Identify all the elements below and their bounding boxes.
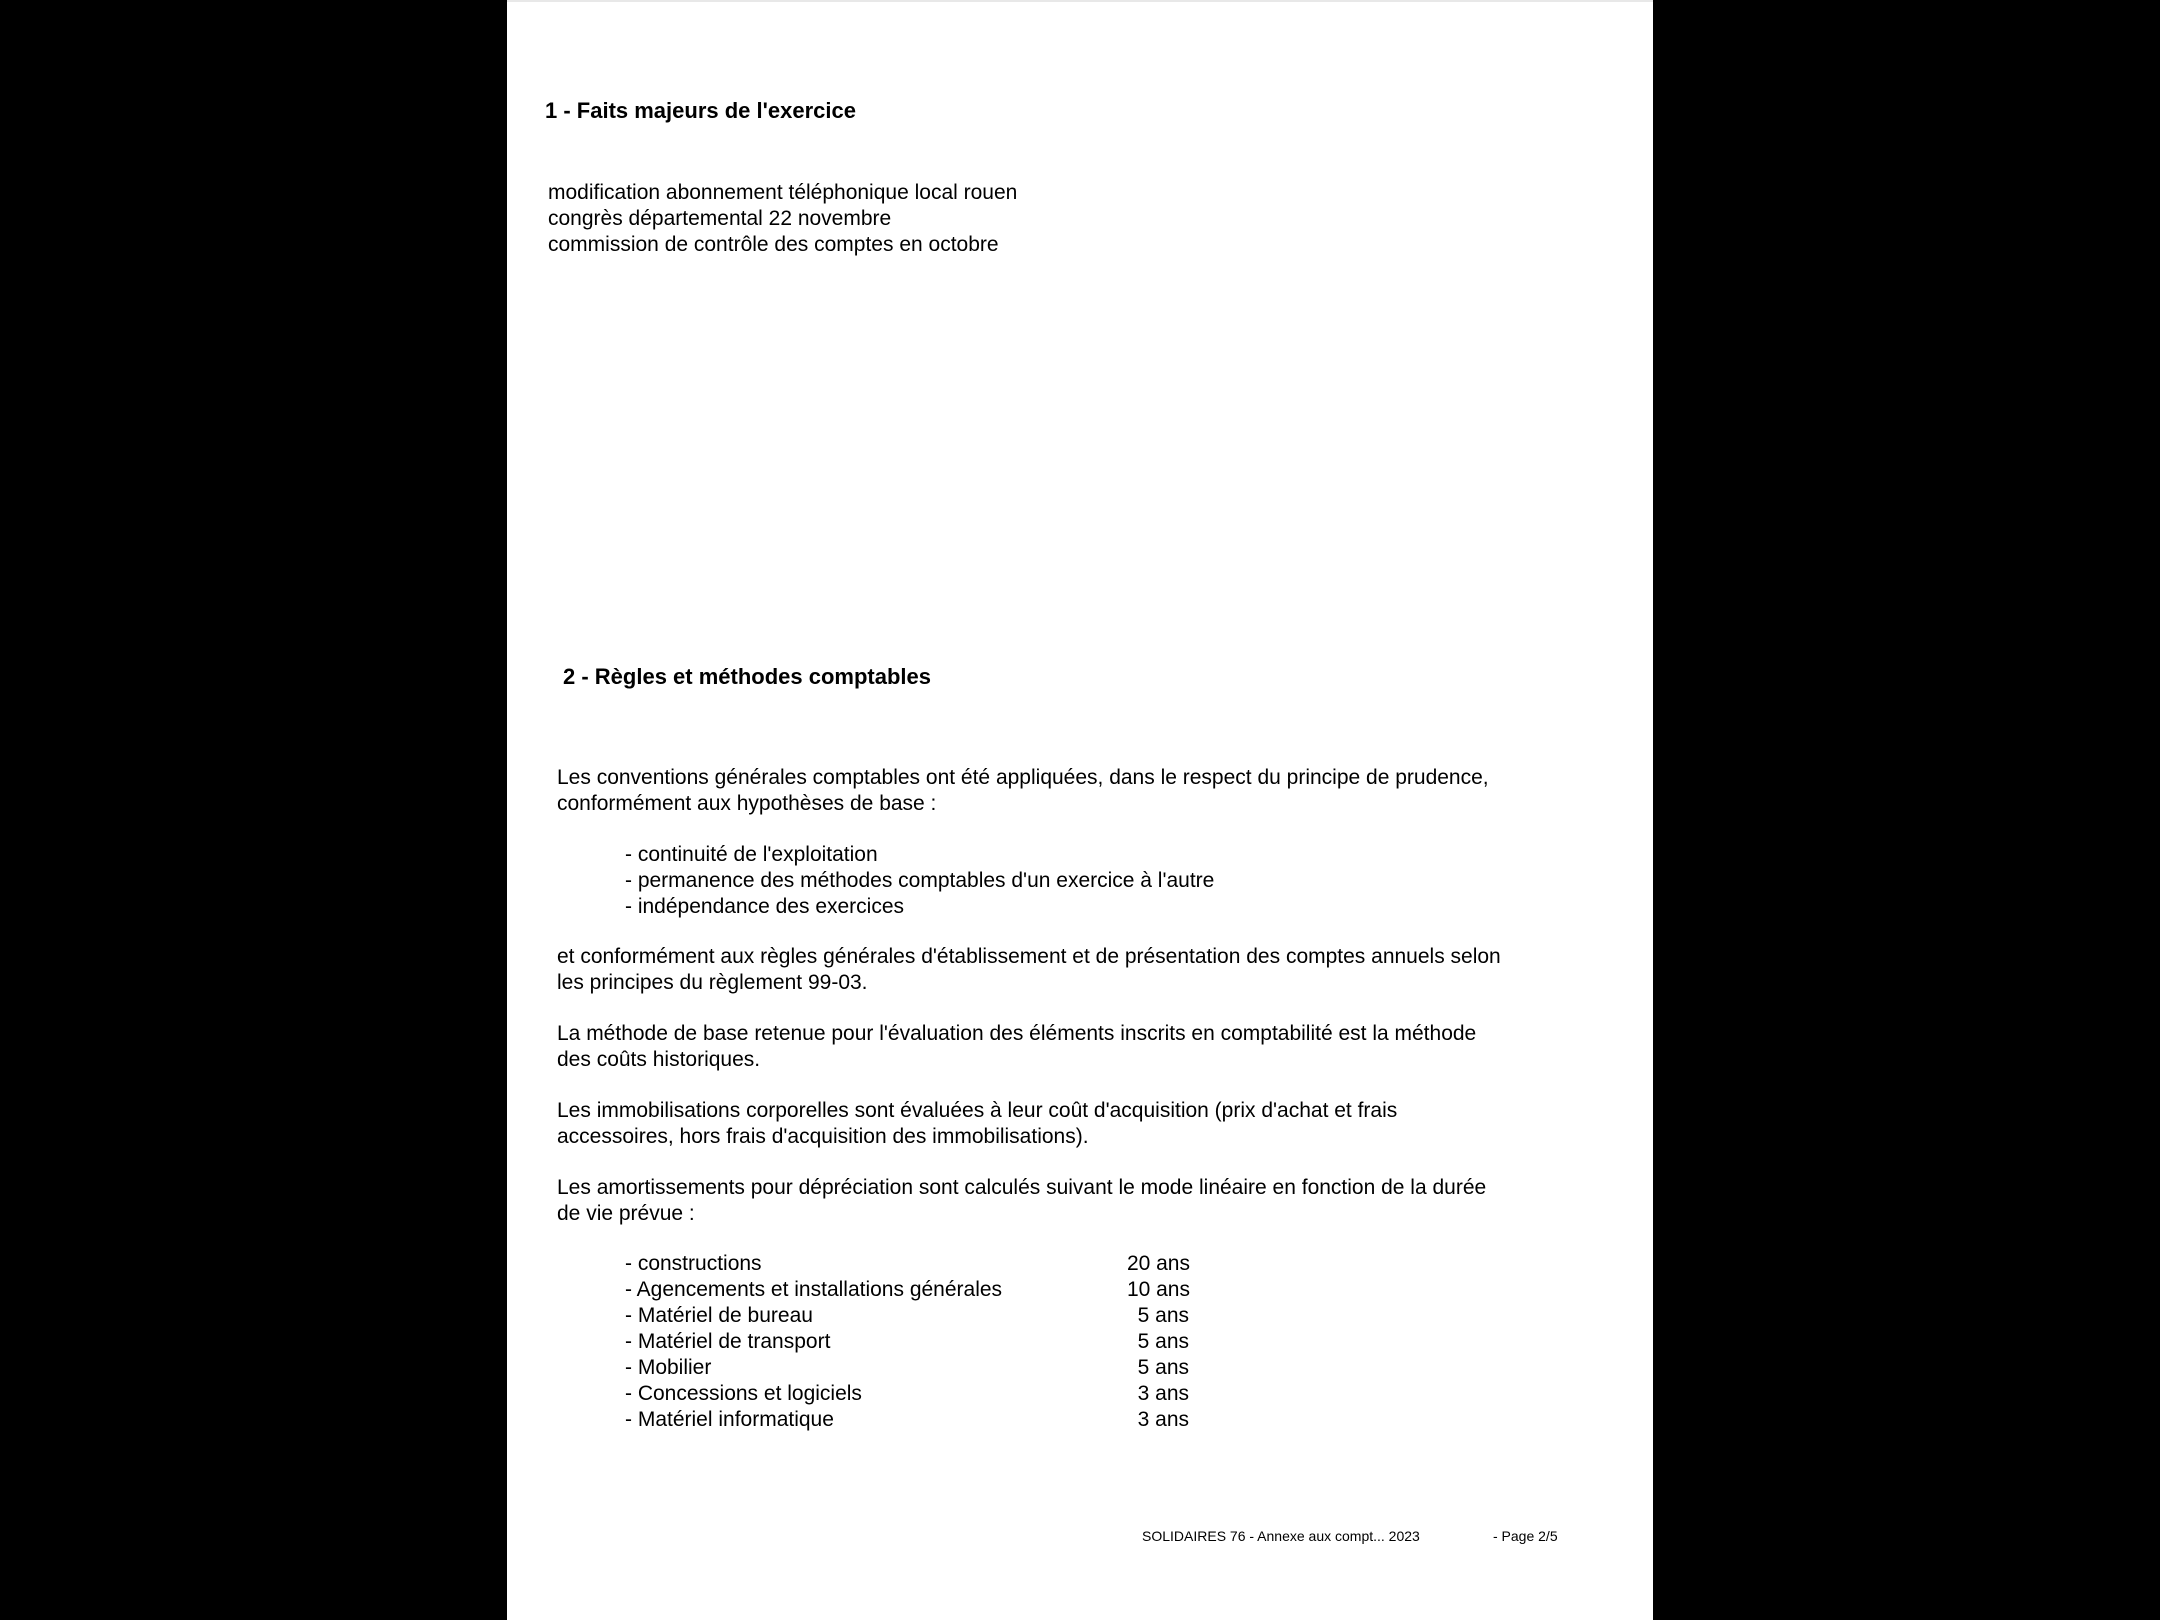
duration-value: 20 ans bbox=[1126, 1252, 1190, 1275]
paragraph-line: les principes du règlement 99-03. bbox=[557, 971, 868, 994]
list-item: - continuité de l'exploitation bbox=[625, 843, 878, 866]
table-row bbox=[625, 1303, 1189, 1329]
paragraph-line: Les immobilisations corporelles sont évaluées à leur coût d'acquisition (prix d'achat et frais bbox=[557, 1099, 1398, 1122]
duration-value: 3 ans bbox=[1137, 1408, 1189, 1431]
fact-line: modification abonnement téléphonique local rouen bbox=[548, 181, 1018, 204]
table-row bbox=[625, 1277, 1190, 1303]
depreciation-paragraph bbox=[557, 1175, 1486, 1227]
list-item: - indépendance des exercices bbox=[625, 895, 905, 918]
fact-line: congrès départemental 22 novembre bbox=[548, 207, 892, 230]
section-2-title: 2 - Règles et méthodes comptables bbox=[563, 664, 931, 689]
asset-label: - Matériel informatique bbox=[625, 1408, 834, 1431]
paragraph-line: accessoires, hors frais d'acquisition des immobilisations). bbox=[557, 1125, 1089, 1148]
page-number: - Page 2/5 bbox=[1493, 1528, 1558, 1544]
duration-value: 5 ans bbox=[1137, 1356, 1189, 1379]
document-page bbox=[507, 0, 1653, 1620]
footer-text: SOLIDAIRES 76 - Annexe aux compt... 2023 bbox=[1142, 1528, 1420, 1544]
paragraph-line: et conformément aux règles générales d'établissement et de présentation des comptes annuels selon bbox=[557, 945, 1501, 968]
fixed-assets-paragraph bbox=[557, 1098, 1397, 1150]
table-row bbox=[625, 1407, 1189, 1433]
depreciation-durations-table bbox=[625, 1251, 1190, 1441]
asset-label: - Concessions et logiciels bbox=[625, 1382, 862, 1405]
paragraph-line: conformément aux hypothèses de base : bbox=[557, 792, 937, 815]
section-1-facts bbox=[548, 180, 1017, 258]
paragraph-line: des coûts historiques. bbox=[557, 1048, 761, 1071]
duration-value: 3 ans bbox=[1137, 1382, 1189, 1405]
list-item: - permanence des méthodes comptables d'un exercice à l'autre bbox=[625, 869, 1215, 892]
rules-paragraph bbox=[557, 944, 1501, 996]
asset-label: - Mobilier bbox=[625, 1356, 712, 1379]
hypotheses-list bbox=[625, 842, 1214, 920]
intro-paragraph bbox=[557, 765, 1489, 817]
duration-value: 5 ans bbox=[1137, 1330, 1189, 1353]
asset-label: - Matériel de transport bbox=[625, 1330, 831, 1353]
duration-value: 10 ans bbox=[1126, 1278, 1190, 1301]
table-row bbox=[625, 1329, 1189, 1355]
fact-line: commission de contrôle des comptes en octobre bbox=[548, 233, 999, 256]
paragraph-line: de vie prévue : bbox=[557, 1202, 695, 1225]
paragraph-line: Les conventions générales comptables ont été appliquées, dans le respect du principe de prudence, bbox=[557, 766, 1489, 789]
table-row bbox=[625, 1251, 1190, 1277]
paragraph-line: La méthode de base retenue pour l'évaluation des éléments inscrits en comptabilité est la méthode bbox=[557, 1022, 1477, 1045]
table-row bbox=[625, 1381, 1189, 1407]
paragraph-line: Les amortissements pour dépréciation sont calculés suivant le mode linéaire en fonction de la durée bbox=[557, 1176, 1487, 1199]
asset-label: - Matériel de bureau bbox=[625, 1304, 813, 1327]
asset-label: - Agencements et installations générales bbox=[625, 1278, 1003, 1301]
asset-label: - constructions bbox=[625, 1252, 762, 1275]
table-row bbox=[625, 1355, 1189, 1381]
duration-value: 5 ans bbox=[1137, 1304, 1189, 1327]
section-1-title: 1 - Faits majeurs de l'exercice bbox=[545, 98, 856, 123]
method-paragraph bbox=[557, 1021, 1476, 1073]
